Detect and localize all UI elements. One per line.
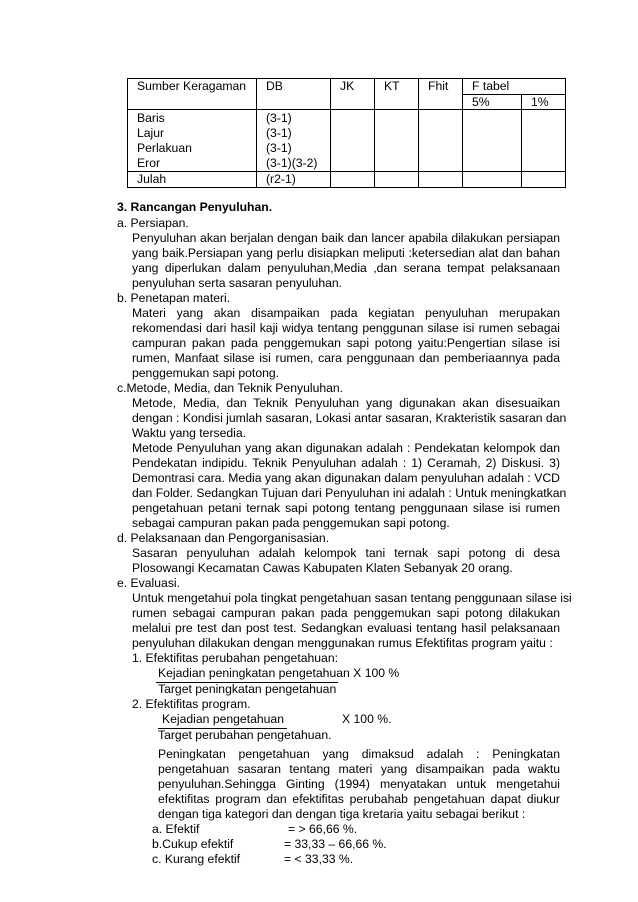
total-fhit — [419, 172, 463, 188]
criteria-value: = 33,33 – 66,66 %. — [284, 837, 387, 851]
criteria-label: b.Cukup efektif — [152, 837, 234, 851]
db-baris: (3-1) — [266, 111, 292, 125]
a-line: yang baik.Persiapan yang perlu disiapkan meliputi :ketersedian alat dan bahan — [132, 246, 560, 260]
c-line: sebagai campuran pakan pada penggemukan sapi potong. — [132, 516, 450, 530]
b-line: rumen, Manfaat silase isi rumen, cara penggunaan dan pemberiaannya pada — [132, 351, 560, 365]
p-line: Peningkatan pengetahuan yang dimaksud adalah : Peningkatan — [158, 747, 560, 761]
criteria-label: a. Efektif — [152, 822, 200, 836]
criteria-value: = < 33,33 %. — [284, 852, 354, 866]
total-db: (r2-1) — [257, 172, 331, 188]
e-line: melalui pre test dan post test. Sedangkan evaluasi tentang hasil pelaksanaan — [132, 621, 560, 635]
a-line: Penyuluhan akan berjalan dengan baik dan lancer apabila dilakukan persiapan — [132, 231, 560, 245]
c-line: pengetahuan petani ternak sapi potong tentang penggunaan silase isi rumen — [132, 501, 560, 515]
subsection-e-title: e. Evaluasi. — [117, 576, 181, 590]
db-eror: (3-1)(3-2) — [266, 156, 318, 170]
header-kt: KT — [375, 79, 419, 110]
formula-2-multiplier: X 100 %. — [342, 712, 392, 726]
b-line: Materi yang akan disampaikan pada kegiatan penyuluhan merupakan — [132, 306, 560, 320]
criteria-value: = > 66,66 %. — [288, 822, 358, 836]
b-line: penggemukan sapi potong. — [132, 366, 280, 380]
formula-1-numerator: Kejadian peningkatan pengetahuan X 100 % — [158, 666, 400, 680]
header-empty — [522, 79, 566, 95]
b-line: campuran pakan pada penggemukan sapi potong yaitu:Pengertian silase isi — [132, 336, 560, 350]
source-cell — [128, 110, 257, 172]
b-line: rekomendasi dari hasil kaji widya tentang penggunan silase isi rumen sebagai — [132, 321, 560, 335]
table-total-row — [128, 172, 566, 188]
c-line: dengan : Kondisi jumlah sasaran, Lokasi antar sasaran, Krakteristik sasaran dan — [132, 411, 567, 425]
c-line: dan Folder. Sedangkan Tujuan dari Penyuluhan ini adalah : Untuk meningkatkan — [132, 486, 567, 500]
db-perlakuan: (3-1) — [266, 141, 292, 155]
source-baris: Baris — [137, 111, 165, 125]
header-jk: JK — [331, 79, 375, 110]
criteria-label: c. Kurang efektif — [152, 852, 241, 866]
total-f1 — [522, 172, 566, 188]
source-eror: Eror — [137, 156, 161, 170]
table-body-row — [128, 110, 566, 172]
a-line: penyuluhan serta sasaran penyuluhan. — [132, 276, 343, 290]
formula-2-numerator: Kejadian pengetahuan — [162, 712, 284, 726]
subsection-c-title: c.Metode, Media, dan Teknik Penyuluhan. — [117, 381, 344, 395]
c-line: Metode Penyuluhan yang akan digunakan adalah : Pendekatan kelompok dan — [132, 441, 560, 455]
source-perlakuan: Perlakuan — [137, 141, 192, 155]
formula-1-denominator: Target peningkatan pengetahuan — [158, 682, 337, 696]
e-line: rumen sebagai campuran pakan pada penggemukan sapi potong dilakukan — [132, 606, 560, 620]
subsection-a-title: a. Persiapan. — [117, 216, 189, 230]
e-line: penyuluhan dilakukan dengan menggunakan rumus Efektifitas program yaitu : — [132, 636, 553, 650]
header-fhit: Fhit — [419, 79, 463, 110]
header-source: Sumber Keragaman — [128, 79, 257, 110]
subheader-1: 1% — [522, 94, 566, 110]
d-line: Sasaran penyuluhan adalah kelompok tani ternak sapi potong di desa — [132, 546, 560, 560]
c-line: Waktu yang tersedia. — [132, 426, 247, 440]
total-label: Julah — [128, 172, 257, 188]
total-kt — [375, 172, 419, 188]
item-1-title: 1. Efektifitas perubahan pengetahuan: — [132, 651, 338, 665]
fhit-cell — [419, 110, 463, 172]
p-line: pengetahuan sasaran tentang materi yang disampaikan pada waktu — [158, 762, 560, 776]
db-lajur: (3-1) — [266, 126, 292, 140]
c-line: Demontrasi cara. Media yang akan digunakan dalam penyuluhan adalah : VCD — [132, 471, 560, 485]
jk-cell — [331, 110, 375, 172]
item-2-title: 2. Efektifitas program. — [132, 697, 251, 711]
c-line: Pendekatan indipidu. Teknik Penyuluhan adalah : 1) Ceramah, 2) Diskusi. 3) — [132, 456, 560, 470]
formula-2-denominator: Target perubahan pengetahuan. — [158, 728, 332, 742]
header-db: DB — [257, 79, 331, 110]
total-f5 — [463, 172, 522, 188]
p-line: penyuluhan.Sehingga Ginting (1994) menyatakan untuk mengetahui — [158, 777, 560, 791]
db-cell — [257, 110, 331, 172]
f1-cell — [522, 110, 566, 172]
source-lajur: Lajur — [137, 126, 165, 140]
subsection-b-title: b. Penetapan materi. — [117, 291, 231, 305]
section-title: 3. Rancangan Penyuluhan. — [117, 200, 273, 214]
anova-table — [127, 78, 566, 188]
subheader-5: 5% — [463, 94, 522, 110]
total-jk — [331, 172, 375, 188]
header-ftabel: F tabel — [463, 79, 522, 95]
d-line: Plosowangi Kecamatan Cawas Kabupaten Klaten Sebanyak 20 orang. — [132, 561, 513, 575]
c-line: Metode, Media, dan Teknik Penyuluhan yang digunakan akan disesuaikan — [132, 396, 560, 410]
a-line: yang diperlukan dalam penyuluhan,Media ,dan serana tempat pelaksanaan — [132, 261, 560, 275]
p-line: efektifitas program dan efektifitas perubahab pengetahuan dapat diukur — [158, 792, 560, 806]
e-line: Untuk mengetahui pola tingkat pengetahuan sasan tentang penggunaan silase isi — [132, 591, 572, 605]
kt-cell — [375, 110, 419, 172]
subsection-d-title: d. Pelaksanaan dan Pengorganisasian. — [117, 531, 330, 545]
p-line: dengan tiga kategori dan dengan tiga kretaria yaitu sebagai berikut : — [158, 807, 526, 821]
f5-cell — [463, 110, 522, 172]
table-header-row — [128, 79, 566, 95]
